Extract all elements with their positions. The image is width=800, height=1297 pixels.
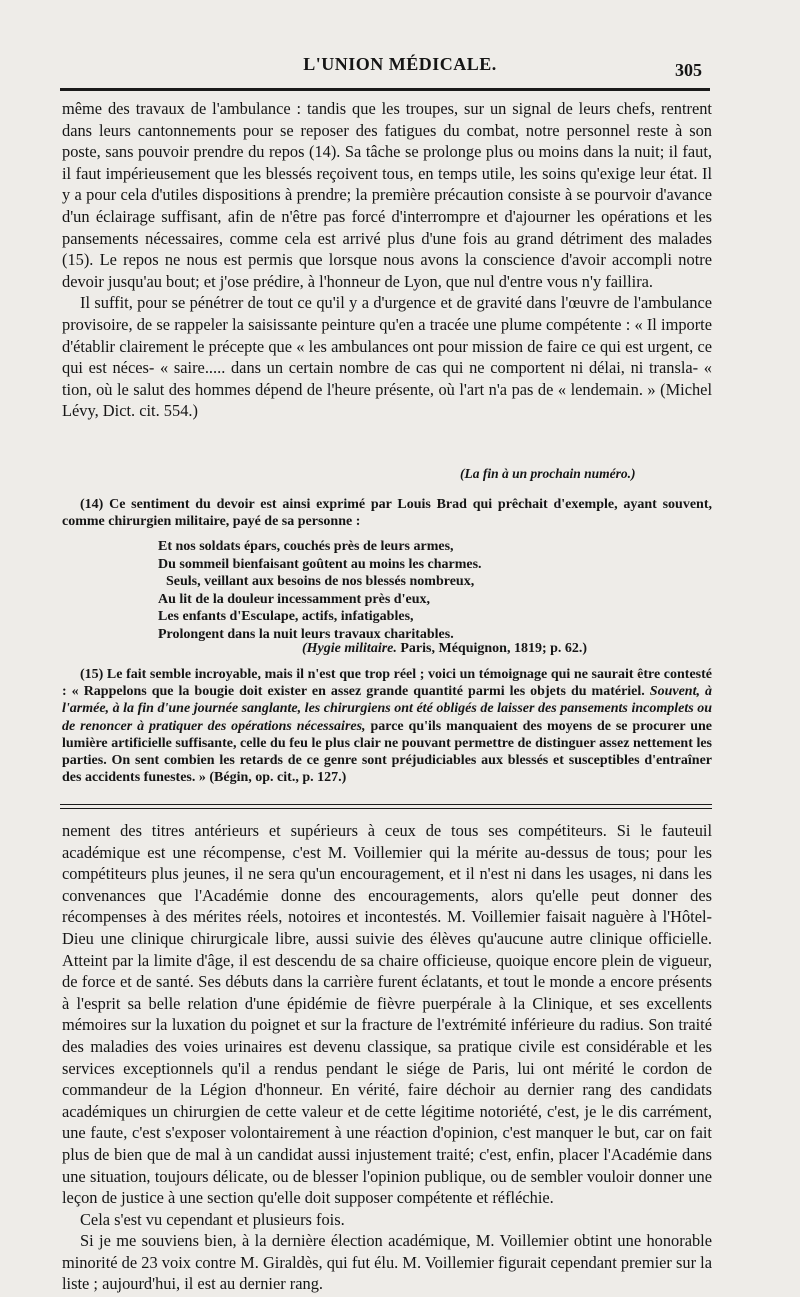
feuilleton-body xyxy=(62,820,712,1295)
footnote-14-text: (14) Ce sentiment du devoir est ainsi exprimé par Louis Brad qui prêchait d'exemple, ayant souvent, comme chirurgien militaire, payé de sa personne : xyxy=(62,497,712,530)
feuilleton-paragraph-1: nement des titres antérieurs et supérieurs à ceux de tous ses compétiteurs. Si le fauteuil académique est une récompense, c'est M. Voillemier qui la mérite au-dessus de tous; pour les compétiteurs plus jeunes, il ne sera qu'un encouragement, et il n'est ni dans les usages, ni dans les convenances que l'Académie donne des encouragements, alors qu'elle peut donner des récompenses à des mérites réels, notoires et incontestés. M. Voillemier faisait naguère à l'Hôtel-Dieu une clinique chirurgicale libre, aussi suivie des élèves qu'aucune autre clinique officielle. Atteint par la limite d'âge, il est descendu de sa chaire officieuse, quoique encore plein de vigueur, de force et de santé. Ses débuts dans la carrière furent éclatants, et tout le monde a encore présents à l'esprit sa belle relation d'une épidémie de fièvre puerpérale à la Clinique, et ses excellents mémoires sur la luxation du poignet et sur la fracture de l'extrémité inférieure du radius. Son traité des maladies des voies urinaires est devenu classique, sa pratique civile est considérable et les services exceptionnels qu'il a rendus pendant le siége de Paris, lui ont mérité le cordon de commandeur de la Légion d'honneur. En vérité, faire déchoir au dernier rang des candidats académiques un chirurgien de cette valeur et de cette légitime notoriété, c'est, je le dis carrément, une faute, c'est s'exposer volontairement à une réaction d'opinion, c'est manquer le but, car on fait plus de bien que de mal à un candidat aussi injustement traité; c'est, enfin, placer l'Académie dans une situation, toujours délicate, ou de blesser l'opinion publique, ou de sembler vouloir donner une leçon de justice à une section qu'elle doit supposer compétente et réfléchie. xyxy=(62,821,712,1208)
footnote-15-italic: Souvent, à l'armée, à la fin d'une journée sanglante, les chirurgiens ont été obligés de laisser des pansements incomplets ou de renoncer à pratiquer des opérations nécessaires, xyxy=(62,684,712,734)
footnote-15 xyxy=(62,666,712,786)
running-header-title: L'UNION MÉDICALE. xyxy=(303,54,497,74)
page-number: 305 xyxy=(675,60,702,80)
section-divider xyxy=(60,804,712,809)
verse-line: Les enfants d'Esculape, actifs, infatigables, xyxy=(158,609,414,625)
article-body-top xyxy=(62,98,712,422)
feuilleton-paragraph-3: Si je me souviens bien, à la dernière élection académique, M. Voillemier obtint une honorable minorité de 23 voix contre M. Giraldès, qui fut élu. M. Voillemier figurait cependant premier sur la liste ; aujourd'hui, il est au dernier rang. xyxy=(62,1231,712,1294)
verse-line: Et nos soldats épars, couchés près de leurs armes, xyxy=(158,539,454,554)
body-paragraph-1: même des travaux de l'ambulance : tandis que les troupes, sur un signal de leurs chefs, rentrent dans leurs cantonnements pour se reposer des fatigues du combat, notre personnel reste à son poste, sans pouvoir prendre du repos (14). Sa tâche se prolonge plus ou moins dans la nuit; il faut, il faut impérieusement que les blessés reçoivent tous, en temps utile, les soins qu'exige leur état. Il y a pour cela d'utiles dispositions à prendre; la première précaution consiste à se pourvoir d'avance d'un éclairage suffisant, afin de n'être pas forcé d'interrompre et d'ajourner les opérations et les pansements nécessaires, comme cela est arrivé plus d'une fois au grand détriment des malades (15). Le repos ne nous est permis que lorsque nous avons la conscience d'avoir accompli notre devoir jusqu'au bout; et j'ose prédire, à l'honneur de Lyon, que nul d'entre vous n'y faillira. xyxy=(62,99,712,291)
verse-citation-details: Paris, Méquignon, 1819; p. 62.) xyxy=(396,641,588,656)
verse-line: Prolongent dans la nuit leurs travaux charitables. xyxy=(158,626,454,642)
verse-quote xyxy=(158,538,678,644)
verse-line: Du sommeil bienfaisant goûtent au moins les charmes. xyxy=(158,556,482,572)
verse-citation xyxy=(302,641,587,657)
footnote-15-text xyxy=(62,666,712,786)
footnote-14 xyxy=(62,496,712,530)
verse-line: Seuls, veillant aux besoins de nos blessés nombreux, xyxy=(166,574,475,590)
header-rule xyxy=(60,88,710,91)
verse-citation-work: (Hygie militaire. xyxy=(302,641,397,656)
footnote-15-part-b: parce qu'ils manquaient des moyens de se procurer une lumière artificielle suffisante, celle du feu le plus clair ne pouvant permettre de distinguer assez nettement les parties. On sent combien les retards de ce genre sont préjudiciables aux blessés et susceptibles d'entraîner des accidents funestes. » (Bégin, op. cit., p. 127.) xyxy=(62,718,712,786)
continuation-note: (La fin à un prochain numéro.) xyxy=(460,466,636,481)
verse-line: Au lit de la douleur incessamment près d'eux, xyxy=(158,591,430,607)
feuilleton-paragraph-2: Cela s'est vu cependant et plusieurs fois. xyxy=(80,1209,345,1229)
footnote-15-part-a: (15) Le fait semble incroyable, mais il n'est que trop réel ; voici un témoignage qui ne saurait être contesté : « Rappelons que la bougie doit exister en assez grande quantité parmi les objets du matériel. xyxy=(62,667,712,700)
body-paragraph-2: Il suffit, pour se pénétrer de tout ce qu'il y a d'urgence et de gravité dans l'œuvre de l'ambulance provisoire, de se rappeler la saisissante peinture qu'en a tracée une plume compétente : « Il importe d'établir clairement le précepte que « les ambulances ont pour mission de faire ce qui est urgent, ce qui est néces- « saire..... dans un certain nombre de cas qui ne comportent ni délai, ni transla- « tion, où le salut des hommes dépend de l'heure présente, où l'art n'a pas de « lendemain. » (Michel Lévy, Dict. cit. 554.) xyxy=(62,293,712,421)
